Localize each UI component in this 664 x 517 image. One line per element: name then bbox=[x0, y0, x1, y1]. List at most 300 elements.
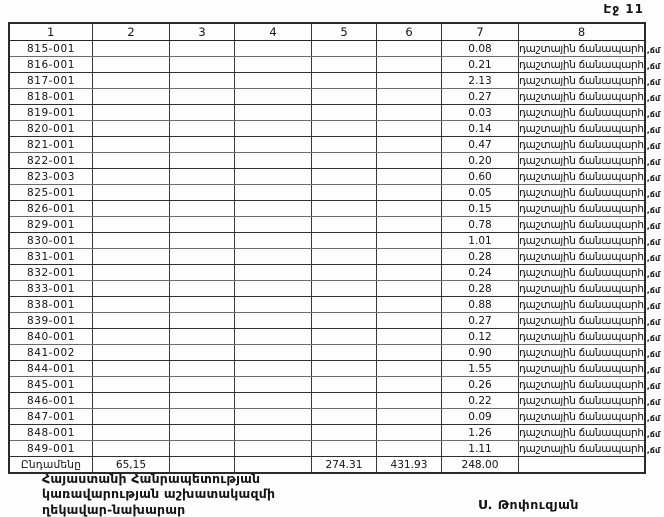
empty-cell bbox=[93, 361, 170, 377]
road-type-label: դաշտային ճանապարհ bbox=[519, 90, 644, 103]
table-row bbox=[9, 345, 645, 361]
empty-cell bbox=[377, 105, 442, 121]
empty-cell bbox=[377, 329, 442, 345]
amount-cell: 0.88 bbox=[442, 297, 519, 313]
description-cell bbox=[519, 153, 661, 169]
amount-cell: 0.15 bbox=[442, 201, 519, 217]
table-row bbox=[9, 281, 645, 297]
code-cell: 841-002 bbox=[9, 345, 93, 361]
road-type-label: դաշտային ճանապարհ bbox=[519, 362, 644, 375]
margin-note: ,ճմ bbox=[646, 398, 661, 407]
road-type-label: դաշտային ճանապարհ bbox=[519, 218, 644, 231]
empty-cell bbox=[235, 441, 312, 457]
empty-cell bbox=[377, 217, 442, 233]
code-cell: 826-001 bbox=[9, 201, 93, 217]
road-type-label: դաշտային ճանապարհ bbox=[519, 410, 644, 423]
amount-cell: 0.22 bbox=[442, 393, 519, 409]
empty-cell bbox=[93, 41, 170, 57]
empty-cell bbox=[170, 201, 235, 217]
empty-cell bbox=[93, 441, 170, 457]
empty-cell bbox=[312, 169, 377, 185]
description-cell bbox=[519, 201, 661, 217]
table-row bbox=[9, 297, 645, 313]
empty-cell bbox=[312, 201, 377, 217]
empty-cell bbox=[312, 217, 377, 233]
column-header-2: 2 bbox=[93, 23, 170, 41]
road-type-label: դաշտային ճանապարհ bbox=[519, 234, 644, 247]
empty-cell bbox=[377, 41, 442, 57]
empty-cell bbox=[235, 153, 312, 169]
empty-cell bbox=[312, 185, 377, 201]
empty-cell bbox=[93, 297, 170, 313]
empty-cell bbox=[312, 377, 377, 393]
amount-cell: 0.24 bbox=[442, 265, 519, 281]
table-row bbox=[9, 329, 645, 345]
empty-cell bbox=[377, 121, 442, 137]
description-cell bbox=[519, 57, 661, 73]
margin-note: ,ճմ bbox=[646, 302, 661, 311]
description-cell bbox=[519, 233, 661, 249]
table-row bbox=[9, 249, 645, 265]
empty-cell bbox=[377, 153, 442, 169]
empty-cell bbox=[377, 409, 442, 425]
amount-cell: 0.60 bbox=[442, 169, 519, 185]
table-row bbox=[9, 73, 645, 89]
margin-note: ,ճմ bbox=[646, 94, 661, 103]
road-type-label: դաշտային ճանապարհ bbox=[519, 330, 644, 343]
margin-note: ,ճմ bbox=[646, 334, 661, 343]
amount-cell: 0.14 bbox=[442, 121, 519, 137]
margin-note: ,ճմ bbox=[646, 430, 661, 439]
code-cell: 833-001 bbox=[9, 281, 93, 297]
table-row bbox=[9, 169, 645, 185]
empty-cell bbox=[235, 41, 312, 57]
amount-cell: 0.47 bbox=[442, 137, 519, 153]
road-type-label: դաշտային ճանապարհ bbox=[519, 442, 644, 455]
code-cell: 819-001 bbox=[9, 105, 93, 121]
description-cell bbox=[519, 217, 661, 233]
empty-cell bbox=[235, 217, 312, 233]
empty-cell bbox=[312, 153, 377, 169]
empty-cell bbox=[170, 329, 235, 345]
empty-cell bbox=[93, 217, 170, 233]
road-type-label: դաշտային ճանապարհ bbox=[519, 378, 644, 391]
empty-cell bbox=[170, 281, 235, 297]
empty-cell bbox=[170, 377, 235, 393]
empty-cell bbox=[170, 425, 235, 441]
table-row bbox=[9, 89, 645, 105]
description-cell bbox=[519, 169, 661, 185]
road-type-label: դաշտային ճանապարհ bbox=[519, 170, 644, 183]
empty-cell bbox=[93, 249, 170, 265]
empty-cell bbox=[377, 345, 442, 361]
empty-cell bbox=[377, 249, 442, 265]
empty-cell bbox=[235, 169, 312, 185]
empty-cell bbox=[235, 313, 312, 329]
empty-cell bbox=[235, 281, 312, 297]
empty-cell bbox=[170, 89, 235, 105]
empty-cell bbox=[170, 361, 235, 377]
empty-cell bbox=[312, 105, 377, 121]
empty-cell bbox=[93, 265, 170, 281]
amount-cell: 0.20 bbox=[442, 153, 519, 169]
empty-cell bbox=[312, 265, 377, 281]
description-cell bbox=[519, 297, 661, 313]
empty-cell bbox=[235, 249, 312, 265]
issuer-line-1: Հայաստանի Հանրապետության bbox=[42, 471, 261, 486]
table-row bbox=[9, 377, 645, 393]
empty-cell bbox=[377, 393, 442, 409]
issuer-line-3: ղեկավար-նախարար bbox=[42, 501, 186, 517]
empty-cell bbox=[377, 281, 442, 297]
amount-cell: 0.90 bbox=[442, 345, 519, 361]
amount-cell: 1.11 bbox=[442, 441, 519, 457]
empty-cell bbox=[93, 345, 170, 361]
empty-cell bbox=[235, 121, 312, 137]
amount-cell: 0.03 bbox=[442, 105, 519, 121]
empty-cell bbox=[312, 121, 377, 137]
column-header-7: 7 bbox=[442, 23, 519, 41]
table-row bbox=[9, 121, 645, 137]
empty-cell bbox=[170, 105, 235, 121]
road-type-label: դաշտային ճանապարհ bbox=[519, 122, 644, 135]
empty-cell bbox=[170, 313, 235, 329]
empty-cell bbox=[93, 329, 170, 345]
empty-cell bbox=[377, 377, 442, 393]
table-row bbox=[9, 153, 645, 169]
code-cell: 831-001 bbox=[9, 249, 93, 265]
road-type-label: դաշտային ճանապարհ bbox=[519, 298, 644, 311]
road-type-label: դաշտային ճանապարհ bbox=[519, 282, 644, 295]
total-col5-cell: 274.31 bbox=[312, 457, 377, 474]
amount-cell: 0.28 bbox=[442, 281, 519, 297]
table-header-row bbox=[9, 23, 645, 41]
amount-cell: 0.05 bbox=[442, 185, 519, 201]
empty-cell bbox=[235, 409, 312, 425]
table-row bbox=[9, 233, 645, 249]
margin-note: ,ճմ bbox=[646, 142, 661, 151]
total-label-cell: Ընդամենը bbox=[9, 457, 93, 474]
empty-cell bbox=[312, 89, 377, 105]
amount-cell: 1.26 bbox=[442, 425, 519, 441]
empty-cell bbox=[312, 313, 377, 329]
empty-cell bbox=[170, 345, 235, 361]
amount-cell: 0.12 bbox=[442, 329, 519, 345]
empty-cell bbox=[235, 137, 312, 153]
amount-cell: 1.01 bbox=[442, 233, 519, 249]
empty-cell bbox=[377, 425, 442, 441]
code-cell: 829-001 bbox=[9, 217, 93, 233]
description-cell bbox=[519, 441, 661, 457]
empty-cell bbox=[312, 409, 377, 425]
margin-note: ,ճմ bbox=[646, 110, 661, 119]
code-cell: 844-001 bbox=[9, 361, 93, 377]
empty-cell bbox=[93, 201, 170, 217]
table-row bbox=[9, 361, 645, 377]
road-type-label: դաշտային ճանապարհ bbox=[519, 186, 644, 199]
empty-cell bbox=[170, 153, 235, 169]
empty-cell bbox=[377, 185, 442, 201]
empty-cell bbox=[93, 73, 170, 89]
code-cell: 815-001 bbox=[9, 41, 93, 57]
road-type-label: դաշտային ճանապարհ bbox=[519, 58, 644, 71]
table-row bbox=[9, 185, 645, 201]
margin-note: ,ճմ bbox=[646, 254, 661, 263]
signatory-name: Ս. Թոփուզյան bbox=[478, 497, 579, 512]
empty-cell bbox=[235, 297, 312, 313]
empty-cell bbox=[93, 105, 170, 121]
amount-cell: 0.21 bbox=[442, 57, 519, 73]
empty-cell bbox=[312, 249, 377, 265]
code-cell: 838-001 bbox=[9, 297, 93, 313]
road-type-label: դաշտային ճանապարհ bbox=[519, 74, 644, 87]
empty-cell bbox=[170, 265, 235, 281]
table-row bbox=[9, 425, 645, 441]
column-header-1: 1 bbox=[9, 23, 93, 41]
road-type-label: դաշտային ճանապարհ bbox=[519, 250, 644, 263]
empty-cell bbox=[235, 57, 312, 73]
road-type-label: դաշտային ճանապարհ bbox=[519, 426, 644, 439]
total-col2-cell: 65,15 bbox=[93, 457, 170, 474]
margin-note: ,ճմ bbox=[646, 286, 661, 295]
description-cell bbox=[519, 409, 661, 425]
empty-cell bbox=[170, 121, 235, 137]
table-row bbox=[9, 313, 645, 329]
description-cell bbox=[519, 425, 661, 441]
empty-cell bbox=[235, 105, 312, 121]
empty-cell bbox=[312, 441, 377, 457]
empty-cell bbox=[377, 73, 442, 89]
empty-cell bbox=[377, 265, 442, 281]
description-cell bbox=[519, 137, 661, 153]
road-register-table bbox=[8, 22, 661, 474]
empty-cell bbox=[377, 313, 442, 329]
code-cell: 839-001 bbox=[9, 313, 93, 329]
empty-cell bbox=[170, 169, 235, 185]
empty-cell bbox=[235, 345, 312, 361]
column-header-8: 8 bbox=[519, 23, 645, 41]
description-cell bbox=[519, 73, 661, 89]
empty-cell bbox=[312, 233, 377, 249]
empty-cell bbox=[170, 41, 235, 57]
empty-cell bbox=[170, 393, 235, 409]
table-row bbox=[9, 41, 645, 57]
margin-note: ,ճմ bbox=[646, 62, 661, 71]
table-row bbox=[9, 441, 645, 457]
empty-cell bbox=[312, 297, 377, 313]
table-row bbox=[9, 409, 645, 425]
margin-note: ,ճմ bbox=[646, 190, 661, 199]
empty-cell bbox=[377, 441, 442, 457]
empty-cell bbox=[93, 393, 170, 409]
code-cell: 825-001 bbox=[9, 185, 93, 201]
empty-cell bbox=[235, 89, 312, 105]
code-cell: 832-001 bbox=[9, 265, 93, 281]
margin-note: ,ճմ bbox=[646, 206, 661, 215]
issuer-line-2: կառավարության աշխատակազմի bbox=[42, 486, 276, 502]
margin-note: ,ճմ bbox=[646, 366, 661, 375]
table-row bbox=[9, 105, 645, 121]
empty-cell bbox=[170, 137, 235, 153]
empty-cell bbox=[93, 233, 170, 249]
empty-cell bbox=[93, 169, 170, 185]
margin-note: ,ճմ bbox=[646, 382, 661, 391]
empty-cell bbox=[93, 137, 170, 153]
column-header-3: 3 bbox=[170, 23, 235, 41]
total-col6-cell: 431.93 bbox=[377, 457, 442, 474]
table-row bbox=[9, 201, 645, 217]
code-cell: 818-001 bbox=[9, 89, 93, 105]
empty-cell bbox=[170, 73, 235, 89]
description-cell bbox=[519, 265, 661, 281]
code-cell: 840-001 bbox=[9, 329, 93, 345]
empty-cell bbox=[170, 441, 235, 457]
empty-cell bbox=[93, 153, 170, 169]
road-type-label: դաշտային ճանապարհ bbox=[519, 202, 644, 215]
code-cell: 849-001 bbox=[9, 441, 93, 457]
empty-cell bbox=[377, 169, 442, 185]
empty-cell bbox=[235, 425, 312, 441]
road-type-label: դաշտային ճանապարհ bbox=[519, 42, 644, 55]
empty-cell bbox=[312, 329, 377, 345]
road-type-label: դաշտային ճանապարհ bbox=[519, 266, 644, 279]
empty-cell bbox=[93, 121, 170, 137]
road-type-label: դաշտային ճանապարհ bbox=[519, 394, 644, 407]
table-header bbox=[9, 23, 645, 41]
description-cell bbox=[519, 329, 661, 345]
code-cell: 816-001 bbox=[9, 57, 93, 73]
description-cell bbox=[519, 105, 661, 121]
code-cell: 822-001 bbox=[9, 153, 93, 169]
description-cell bbox=[519, 121, 661, 137]
empty-cell bbox=[235, 377, 312, 393]
road-type-label: դաշտային ճանապարհ bbox=[519, 138, 644, 151]
empty-cell bbox=[93, 57, 170, 73]
table-row bbox=[9, 393, 645, 409]
table-row bbox=[9, 265, 645, 281]
amount-cell: 0.27 bbox=[442, 313, 519, 329]
amount-cell: 1.55 bbox=[442, 361, 519, 377]
empty-cell bbox=[170, 185, 235, 201]
description-cell bbox=[519, 361, 661, 377]
empty-cell bbox=[235, 393, 312, 409]
margin-note: ,ճմ bbox=[646, 222, 661, 231]
code-cell: 847-001 bbox=[9, 409, 93, 425]
empty-cell bbox=[377, 233, 442, 249]
empty-cell bbox=[377, 201, 442, 217]
empty-cell bbox=[93, 409, 170, 425]
code-cell: 820-001 bbox=[9, 121, 93, 137]
description-cell bbox=[519, 249, 661, 265]
margin-note: ,ճմ bbox=[646, 78, 661, 87]
code-cell: 821-001 bbox=[9, 137, 93, 153]
empty-cell bbox=[377, 297, 442, 313]
amount-cell: 0.26 bbox=[442, 377, 519, 393]
empty-cell bbox=[235, 73, 312, 89]
empty-cell bbox=[312, 57, 377, 73]
empty-cell bbox=[235, 201, 312, 217]
page-number-label: Էջ 11 bbox=[603, 2, 644, 16]
table-row bbox=[9, 137, 645, 153]
empty-cell bbox=[170, 217, 235, 233]
description-cell bbox=[519, 185, 661, 201]
column-header-5: 5 bbox=[312, 23, 377, 41]
empty-cell bbox=[170, 249, 235, 265]
empty-cell bbox=[377, 89, 442, 105]
table-row bbox=[9, 57, 645, 73]
total-col8-cell bbox=[519, 457, 645, 474]
empty-cell bbox=[170, 57, 235, 73]
empty-cell bbox=[93, 89, 170, 105]
amount-cell: 0.27 bbox=[442, 89, 519, 105]
margin-note: ,ճմ bbox=[646, 126, 661, 135]
description-cell bbox=[519, 345, 661, 361]
empty-cell bbox=[93, 425, 170, 441]
empty-cell bbox=[93, 377, 170, 393]
code-cell: 845-001 bbox=[9, 377, 93, 393]
code-cell: 848-001 bbox=[9, 425, 93, 441]
description-cell bbox=[519, 41, 661, 57]
empty-cell bbox=[170, 297, 235, 313]
amount-cell: 0.09 bbox=[442, 409, 519, 425]
empty-cell bbox=[235, 233, 312, 249]
empty-cell bbox=[312, 393, 377, 409]
margin-note: ,ճմ bbox=[646, 238, 661, 247]
road-type-label: դաշտային ճանապարհ bbox=[519, 314, 644, 327]
empty-cell bbox=[93, 313, 170, 329]
amount-cell: 0.08 bbox=[442, 41, 519, 57]
column-header-6: 6 bbox=[377, 23, 442, 41]
margin-note: ,ճմ bbox=[646, 318, 661, 327]
empty-cell bbox=[312, 281, 377, 297]
empty-cell bbox=[93, 281, 170, 297]
empty-cell bbox=[377, 137, 442, 153]
empty-cell bbox=[312, 41, 377, 57]
empty-cell bbox=[170, 409, 235, 425]
code-cell: 823-003 bbox=[9, 169, 93, 185]
road-type-label: դաշտային ճանապարհ bbox=[519, 154, 644, 167]
empty-cell bbox=[93, 185, 170, 201]
code-cell: 830-001 bbox=[9, 233, 93, 249]
code-cell: 846-001 bbox=[9, 393, 93, 409]
total-col7-cell: 248.00 bbox=[442, 457, 519, 474]
description-cell bbox=[519, 89, 661, 105]
description-cell bbox=[519, 377, 661, 393]
table-row bbox=[9, 217, 645, 233]
empty-cell bbox=[312, 73, 377, 89]
margin-note: ,ճմ bbox=[646, 158, 661, 167]
empty-cell bbox=[170, 233, 235, 249]
empty-cell bbox=[235, 329, 312, 345]
empty-cell bbox=[377, 57, 442, 73]
margin-note: ,ճմ bbox=[646, 446, 661, 455]
empty-cell bbox=[235, 185, 312, 201]
empty-cell bbox=[312, 425, 377, 441]
empty-cell bbox=[312, 361, 377, 377]
description-cell bbox=[519, 393, 661, 409]
empty-cell bbox=[235, 361, 312, 377]
margin-note: ,ճմ bbox=[646, 414, 661, 423]
code-cell: 817-001 bbox=[9, 73, 93, 89]
amount-cell: 0.28 bbox=[442, 249, 519, 265]
issuer-block bbox=[42, 471, 275, 517]
margin-note: ,ճմ bbox=[646, 46, 661, 55]
empty-cell bbox=[312, 345, 377, 361]
description-cell bbox=[519, 281, 661, 297]
table-body bbox=[9, 41, 661, 457]
amount-cell: 2.13 bbox=[442, 73, 519, 89]
description-cell bbox=[519, 313, 661, 329]
